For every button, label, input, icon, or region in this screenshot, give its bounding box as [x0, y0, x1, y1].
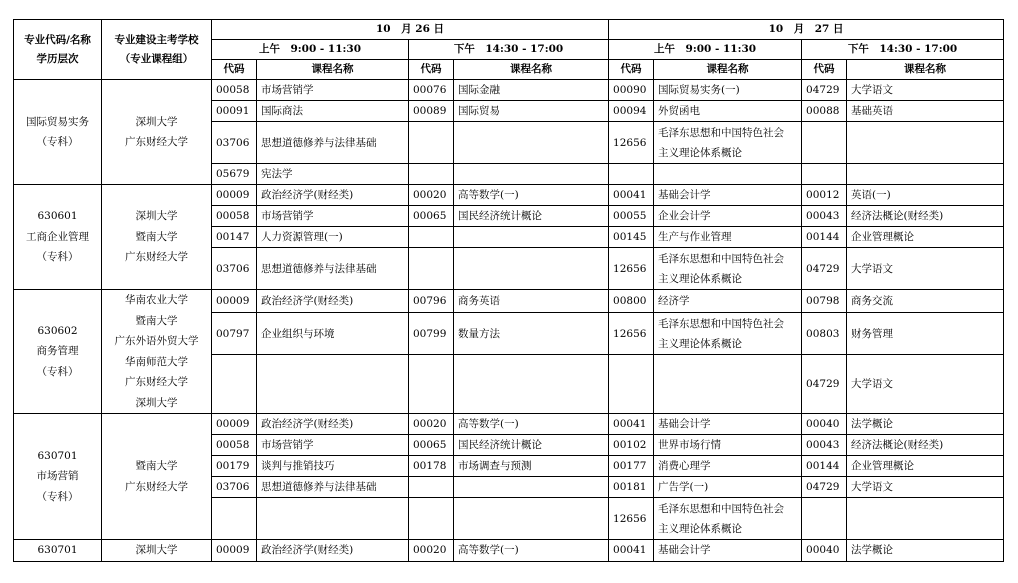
course-name-cell: 人力资源管理(一) — [257, 227, 409, 248]
course-code-cell: 00089 — [409, 101, 454, 122]
course-code-cell: 00798 — [802, 290, 847, 313]
course-code-cell: 00058 — [212, 435, 257, 456]
course-code-cell: 00041 — [609, 414, 654, 435]
course-name-cell — [454, 227, 609, 248]
course-name-cell — [654, 122, 802, 164]
course-code-cell: 00179 — [212, 456, 257, 477]
major-line: 市场营销 — [36, 470, 79, 483]
course-name-cell: 政治经济学(财经类) — [257, 540, 409, 562]
course-code-cell: 05679 — [212, 164, 257, 185]
course-code-cell: 00147 — [212, 227, 257, 248]
course-name-cell: 政治经济学(财经类) — [257, 290, 409, 313]
course-name-cell: 思想道德修养与法律基础 — [257, 477, 409, 498]
course-name-cell: 国民经济统计概论 — [454, 435, 609, 456]
course-name-cell: 国际贸易 — [454, 101, 609, 122]
course-code-cell: 00043 — [802, 435, 847, 456]
course-name-cell: 商务交流 — [847, 290, 1004, 313]
course-name-cell: 企业管理概论 — [847, 456, 1004, 477]
course-code-cell: 00144 — [802, 227, 847, 248]
course-code-cell: 12656 — [609, 313, 654, 355]
course-code-cell — [409, 477, 454, 498]
school-name: 深圳大学 — [135, 210, 178, 223]
course-code-cell: 00058 — [212, 206, 257, 227]
exam-schedule-table — [13, 19, 1004, 562]
course-name-cell: 市场营销学 — [257, 80, 409, 101]
major-line: 国际贸易实务 — [26, 115, 89, 128]
course-code-cell — [802, 122, 847, 164]
course-name-cell: 大学语文 — [847, 248, 1004, 290]
school-name: 暨南大学 — [135, 314, 178, 327]
course-name-cell — [454, 355, 609, 414]
course-name-line: 毛泽东思想和中国特色社会 — [658, 502, 785, 515]
table-row — [14, 540, 1004, 562]
day2-am-header: 上午 9:00 - 11:30 — [609, 40, 802, 60]
course-code-cell — [409, 498, 454, 540]
course-code-cell: 04729 — [802, 355, 847, 414]
school-name: 广东财经大学 — [125, 376, 188, 388]
code-header: 代码 — [409, 60, 454, 80]
course-code-cell: 00065 — [409, 435, 454, 456]
day1-header: 10 月 26 日 — [212, 20, 609, 40]
course-code-cell — [609, 355, 654, 414]
course-name-cell: 法学概论 — [847, 414, 1004, 435]
course-code-cell: 00145 — [609, 227, 654, 248]
course-code-cell: 00088 — [802, 101, 847, 122]
course-code-cell: 00020 — [409, 540, 454, 562]
course-code-cell: 12656 — [609, 248, 654, 290]
table-row — [14, 185, 1004, 206]
course-code-cell: 04729 — [802, 80, 847, 101]
course-name-cell: 国际商法 — [257, 101, 409, 122]
major-line: 630701 — [37, 544, 78, 556]
course-name-cell: 大学语文 — [847, 355, 1004, 414]
course-code-cell: 00090 — [609, 80, 654, 101]
course-name-cell: 世界市场行情 — [654, 435, 802, 456]
course-name-cell: 政治经济学(财经类) — [257, 414, 409, 435]
table-row — [14, 414, 1004, 435]
day1-am-header: 上午 9:00 - 11:30 — [212, 40, 409, 60]
course-code-cell — [409, 122, 454, 164]
course-code-cell: 12656 — [609, 498, 654, 540]
course-name-cell — [454, 498, 609, 540]
course-code-cell: 00043 — [802, 206, 847, 227]
course-code-cell: 00040 — [802, 540, 847, 562]
course-header: 课程名称 — [654, 60, 802, 80]
school-name: 深圳大学 — [135, 544, 178, 556]
school-column-header: 专业建设主考学校 （专业课程组） — [102, 20, 212, 80]
course-name-cell: 基础会计学 — [654, 185, 802, 206]
course-name-cell: 思想道德修养与法律基础 — [257, 122, 409, 164]
major-line: 630602 — [37, 324, 78, 337]
course-code-cell: 12656 — [609, 122, 654, 164]
school-cell — [102, 185, 212, 290]
course-name-cell — [847, 498, 1004, 540]
school-cell — [102, 80, 212, 185]
major-cell — [14, 414, 102, 540]
major-cell — [14, 290, 102, 414]
course-name-line: 毛泽东思想和中国特色社会 — [658, 252, 785, 265]
course-code-cell: 00020 — [409, 414, 454, 435]
course-code-cell — [212, 498, 257, 540]
course-name-cell — [654, 355, 802, 414]
course-name-cell: 高等数学(一) — [454, 185, 609, 206]
course-code-cell: 00058 — [212, 80, 257, 101]
course-name-cell — [454, 164, 609, 185]
course-name-line: 主义理论体系概论 — [658, 146, 743, 159]
course-name-cell — [847, 164, 1004, 185]
course-code-cell: 00181 — [609, 477, 654, 498]
major-cell — [14, 540, 102, 562]
course-name-cell: 政治经济学(财经类) — [257, 185, 409, 206]
course-name-cell: 宪法学 — [257, 164, 409, 185]
major-line: （专科） — [36, 251, 79, 264]
school-name: 华南农业大学 — [125, 294, 188, 306]
course-name-cell: 基础会计学 — [654, 414, 802, 435]
course-name-cell: 高等数学(一) — [454, 414, 609, 435]
course-code-cell: 00102 — [609, 435, 654, 456]
course-name-cell: 思想道德修养与法律基础 — [257, 248, 409, 290]
course-code-cell — [212, 355, 257, 414]
course-header: 课程名称 — [454, 60, 609, 80]
course-name-cell: 高等数学(一) — [454, 540, 609, 562]
course-name-cell — [654, 248, 802, 290]
course-code-cell — [409, 164, 454, 185]
course-code-cell: 00076 — [409, 80, 454, 101]
course-header: 课程名称 — [847, 60, 1004, 80]
course-name-cell: 企业组织与环境 — [257, 313, 409, 355]
course-name-cell — [654, 313, 802, 355]
major-line: （专科） — [36, 365, 79, 378]
course-code-cell: 04729 — [802, 248, 847, 290]
school-name: 华南师范大学 — [125, 355, 188, 368]
major-column-header: 专业代码/名称 学历层次 — [14, 20, 102, 80]
course-code-cell: 00020 — [409, 185, 454, 206]
course-name-cell: 法学概论 — [847, 540, 1004, 562]
course-code-cell: 00009 — [212, 290, 257, 313]
major-line: 工商企业管理 — [26, 230, 89, 243]
major-line: 商务管理 — [36, 345, 79, 358]
course-code-cell: 00009 — [212, 185, 257, 206]
course-code-cell — [409, 355, 454, 414]
course-code-cell: 00091 — [212, 101, 257, 122]
course-code-cell — [609, 164, 654, 185]
school-name: 广东财经大学 — [125, 136, 188, 148]
school-name: 深圳大学 — [135, 396, 178, 409]
course-name-line: 毛泽东思想和中国特色社会 — [658, 317, 785, 330]
major-cell — [14, 80, 102, 185]
course-code-cell: 00177 — [609, 456, 654, 477]
table-row — [14, 290, 1004, 313]
course-name-cell: 数量方法 — [454, 313, 609, 355]
course-code-cell: 03706 — [212, 477, 257, 498]
school-cell — [102, 540, 212, 562]
major-line: （专科） — [36, 136, 79, 148]
code-header: 代码 — [802, 60, 847, 80]
course-name-cell — [257, 355, 409, 414]
major-line: 630601 — [37, 210, 78, 223]
course-code-cell: 00009 — [212, 540, 257, 562]
course-name-cell: 消费心理学 — [654, 456, 802, 477]
course-code-cell: 03706 — [212, 248, 257, 290]
course-name-line: 主义理论体系概论 — [658, 522, 743, 535]
course-code-cell: 00796 — [409, 290, 454, 313]
course-code-cell: 00803 — [802, 313, 847, 355]
code-header: 代码 — [212, 60, 257, 80]
course-header: 课程名称 — [257, 60, 409, 80]
school-name: 暨南大学 — [135, 460, 178, 472]
course-code-cell: 00040 — [802, 414, 847, 435]
course-name-cell: 经济学 — [654, 290, 802, 313]
course-code-cell: 00178 — [409, 456, 454, 477]
course-code-cell: 00041 — [609, 540, 654, 562]
course-name-cell: 市场营销学 — [257, 435, 409, 456]
schedule-body — [14, 80, 1004, 562]
school-name: 广东财经大学 — [125, 251, 188, 264]
course-name-cell: 财务管理 — [847, 313, 1004, 355]
course-name-cell: 生产与作业管理 — [654, 227, 802, 248]
course-code-cell: 00094 — [609, 101, 654, 122]
school-name: 广东财经大学 — [125, 480, 188, 493]
course-code-cell: 00012 — [802, 185, 847, 206]
course-name-cell: 市场营销学 — [257, 206, 409, 227]
day2-pm-header: 下午 14:30 - 17:00 — [802, 40, 1004, 60]
course-name-cell: 国际金融 — [454, 80, 609, 101]
major-cell — [14, 185, 102, 290]
course-code-cell — [802, 498, 847, 540]
day1-pm-header: 下午 14:30 - 17:00 — [409, 40, 609, 60]
course-name-line: 主义理论体系概论 — [658, 272, 743, 285]
course-name-cell: 国际贸易实务(一) — [654, 80, 802, 101]
course-name-cell: 经济法概论(财经类) — [847, 435, 1004, 456]
course-name-cell: 经济法概论(财经类) — [847, 206, 1004, 227]
course-name-cell — [257, 498, 409, 540]
course-code-cell: 04729 — [802, 477, 847, 498]
course-name-cell: 外贸函电 — [654, 101, 802, 122]
course-code-cell: 00800 — [609, 290, 654, 313]
course-name-cell: 基础会计学 — [654, 540, 802, 562]
school-name: 暨南大学 — [135, 230, 178, 243]
course-name-cell: 英语(一) — [847, 185, 1004, 206]
course-name-line: 主义理论体系概论 — [658, 337, 743, 350]
course-code-cell: 00799 — [409, 313, 454, 355]
course-name-cell — [654, 164, 802, 185]
course-name-cell: 企业会计学 — [654, 206, 802, 227]
course-name-cell: 谈判与推销技巧 — [257, 456, 409, 477]
course-name-cell: 国民经济统计概论 — [454, 206, 609, 227]
school-name: 深圳大学 — [135, 115, 178, 128]
code-header: 代码 — [609, 60, 654, 80]
day2-header: 10 月 27 日 — [609, 20, 1004, 40]
school-cell — [102, 414, 212, 540]
course-code-cell — [802, 164, 847, 185]
course-name-cell: 大学语文 — [847, 80, 1004, 101]
school-name: 广东外语外贸大学 — [114, 335, 199, 347]
course-code-cell: 00144 — [802, 456, 847, 477]
course-name-cell: 企业管理概论 — [847, 227, 1004, 248]
course-code-cell: 03706 — [212, 122, 257, 164]
course-name-cell — [654, 498, 802, 540]
course-name-line: 毛泽东思想和中国特色社会 — [658, 126, 785, 139]
course-code-cell — [409, 227, 454, 248]
major-line: （专科） — [36, 490, 79, 503]
course-name-cell: 广告学(一) — [654, 477, 802, 498]
course-name-cell: 基础英语 — [847, 101, 1004, 122]
major-line: 630701 — [37, 449, 78, 462]
course-name-cell: 商务英语 — [454, 290, 609, 313]
course-name-cell — [847, 122, 1004, 164]
course-code-cell: 00041 — [609, 185, 654, 206]
course-name-cell — [454, 477, 609, 498]
course-code-cell: 00065 — [409, 206, 454, 227]
course-name-cell — [454, 122, 609, 164]
course-name-cell — [454, 248, 609, 290]
course-code-cell: 00009 — [212, 414, 257, 435]
table-row — [14, 80, 1004, 101]
course-code-cell: 00055 — [609, 206, 654, 227]
course-code-cell: 00797 — [212, 313, 257, 355]
course-code-cell — [409, 248, 454, 290]
school-cell — [102, 290, 212, 414]
course-name-cell: 市场调查与预测 — [454, 456, 609, 477]
course-name-cell: 大学语文 — [847, 477, 1004, 498]
